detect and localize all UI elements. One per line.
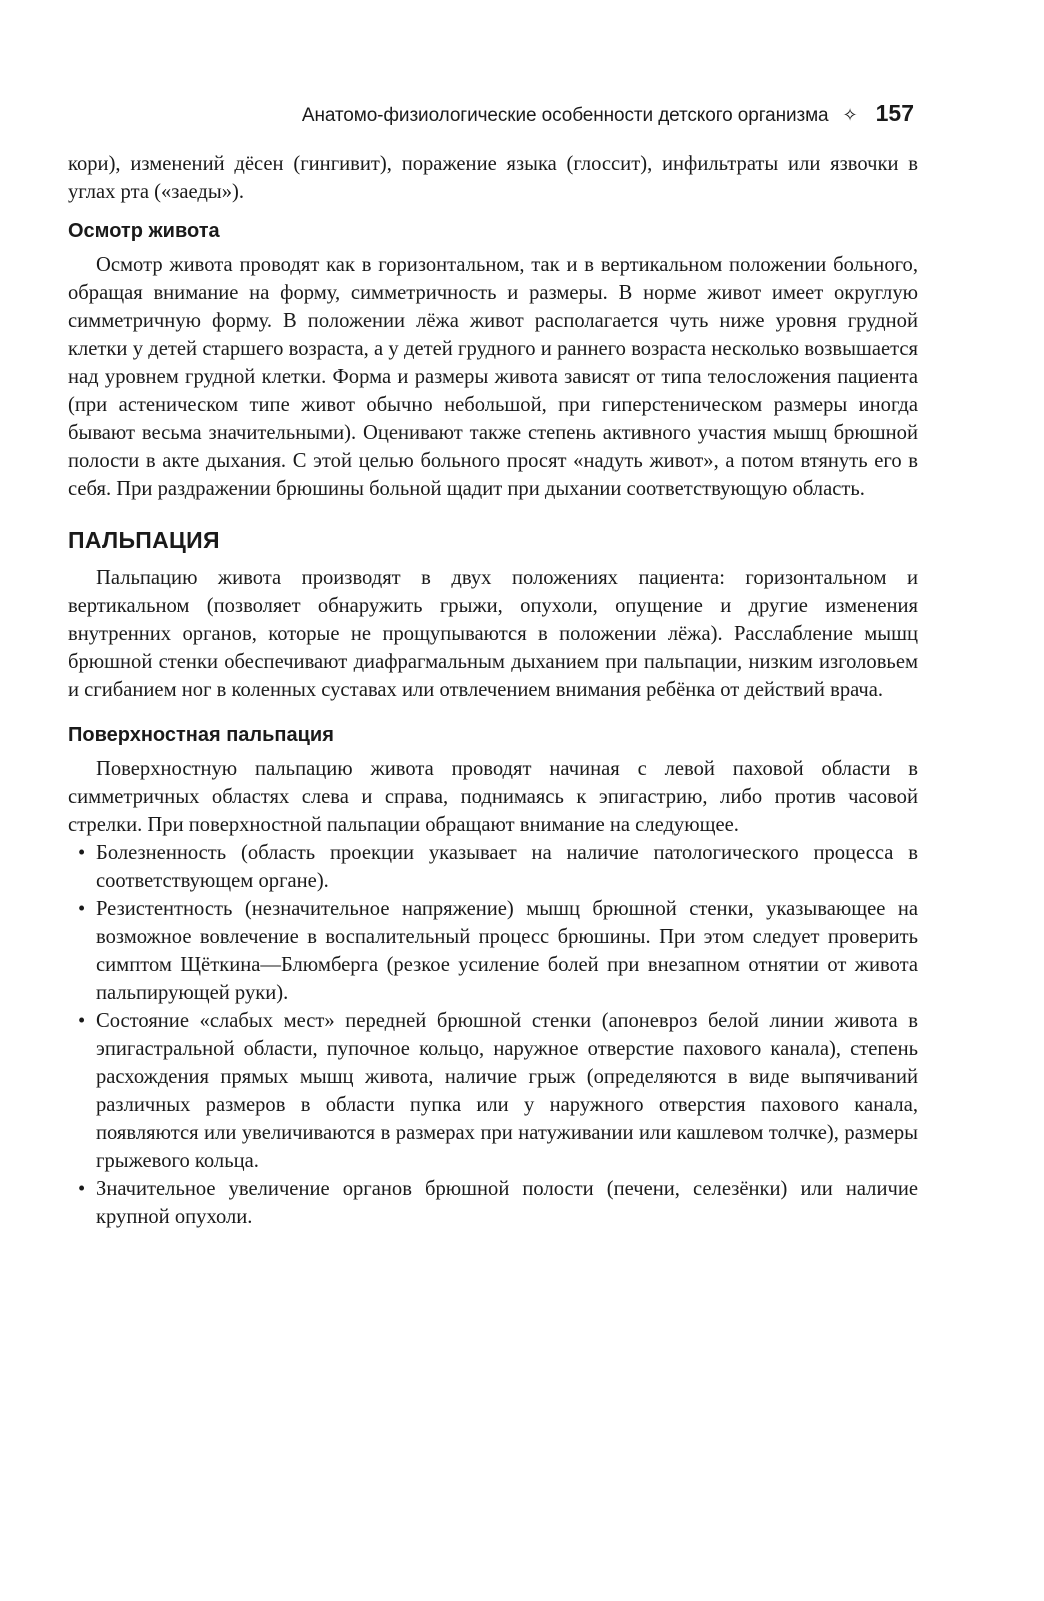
superficial-palpation-list <box>68 839 918 1231</box>
palpation-paragraph: Пальпацию живота производят в двух положениях пациента: горизонтальном и вертикальном (позволяет обнаружить грыжи, опухоли, опущение и другие изменения внутренних органов, которые не прощупываются в положении лёжа). Расслабление мышц брюшной стенки обеспечивают диафрагмальным дыханием при пальпации, низким изголовьем и сгибанием ног в коленных суставах или отвлечением внимания ребёнка от действий врача. <box>68 567 918 701</box>
bullet-icon: • <box>78 898 86 920</box>
section-heading-superficial-palpation: Поверхностная пальпация <box>68 724 334 746</box>
section-heading-palpation: ПАЛЬПАЦИЯ <box>68 527 220 553</box>
book-page <box>68 100 918 1231</box>
page-number: 157 <box>875 100 914 126</box>
running-head <box>68 100 918 136</box>
list-item-text: Резистентность (незначительное напряжение) мышц брюшной стенки, указывающее на возможное вовлечение в воспалительный процесс брюшины. При этом следует проверить симптом Щёткина—Блюмберга (резкое усиление болей при внезапном отнятии от живота пальпирующей руки). <box>96 898 918 1004</box>
running-head-title: Анатомо-физиологические особенности детского организма <box>301 105 829 126</box>
intro-paragraph: кори), изменений дёсен (гингивит), поражение языка (глоссит), инфильтраты или язвочки в углах рта («заеды»). <box>68 153 918 203</box>
list-item-text: Значительное увеличение органов брюшной полости (печени, селезёнки) или наличие крупной опухоли. <box>96 1178 918 1228</box>
superficial-palpation-paragraph: Поверхностную пальпацию живота проводят начиная с левой паховой области в симметричных областях слева и справа, поднимаясь к эпигастрию, либо против часовой стрелки. При поверхностной пальпации обращают внимание на следующее. <box>68 758 918 836</box>
list-item <box>68 1175 918 1231</box>
list-item-text: Болезненность (область проекции указывает на наличие патологического процесса в соответствующем органе). <box>96 842 918 892</box>
list-item <box>68 839 918 895</box>
section-heading-inspection: Осмотр живота <box>68 220 220 242</box>
list-item <box>68 1007 918 1175</box>
inspection-paragraph: Осмотр живота проводят как в горизонтальном, так и в вертикальном положении больного, обращая внимание на форму, симметричность и размеры. В норме живот имеет округлую симметричную форму. В положении лёжа живот располагается чуть ниже уровня грудной клетки у детей старшего возраста, а у детей грудного и раннего возраста несколько возвышается над уровнем грудной клетки. Форма и размеры живота зависят от типа телосложения пациента (при астеническом типе живот обычно небольшой, при гиперстеническом размеры иногда бывают весьма значительными). Оценивают также степень активного участия мышц брюшной полости в акте дыхания. С этой целью больного просят «надуть живот», а потом втянуть его в себя. При раздражении брюшины больной щадит при дыхании соответствующую область. <box>68 254 918 500</box>
diamond-ornament-icon: ✧ <box>842 105 858 125</box>
bullet-icon: • <box>78 1010 86 1032</box>
bullet-icon: • <box>78 1178 86 1200</box>
list-item-text: Состояние «слабых мест» передней брюшной стенки (апоневроз белой линии живота в эпигастральной области, пупочное кольцо, наружное отверстие пахового канала), степень расхождения прямых мышц живота, наличие грыж (определяются в виде выпячиваний различных размеров в области пупка или у наружного отверстия пахового канала, появляются или увеличиваются в размерах при натуживании или кашлевом толчке), размеры грыжевого кольца. <box>96 1010 918 1172</box>
bullet-icon: • <box>78 842 86 864</box>
list-item <box>68 895 918 1007</box>
